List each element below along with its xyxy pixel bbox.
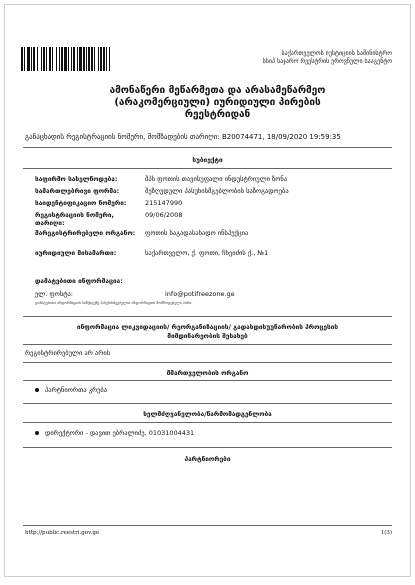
title-line-1: ამონაწერი მეწარმეთა და არასამეწარმეო [109, 85, 326, 96]
subject-row-registration [35, 211, 390, 227]
barcode-image [21, 47, 157, 71]
footer-divider [23, 525, 392, 526]
footer-url-link[interactable]: http://public.reestri.gov.ge [25, 530, 100, 536]
subject-value: საქართველო, ქ. ფოთი, ჩხეიძის ქ., №1 [145, 249, 269, 257]
subject-row-registering-body [35, 229, 390, 237]
extra-info-note: დამატებითი ინფორმაციის სიზუსტეზე პასუხისმგებელია ინფორმაციის მომწოდებელი პირი. [35, 301, 193, 305]
title-line-2: (არაკომერციული) იურიდიული პირების [114, 97, 321, 108]
divider [23, 380, 392, 381]
subject-key: რეგისტრაციის ნომერი, თარიღი: [35, 211, 114, 227]
representation-item [35, 429, 194, 437]
subject-value: შეზღუდული პასუხისმგებლობის საზოგადოება [145, 187, 289, 195]
liquidation-value: რეგისტრირებული არ არის [25, 349, 111, 357]
governing-item [35, 386, 107, 394]
subject-key: იურიდიული მისამართი: [35, 249, 117, 257]
divider [23, 362, 392, 363]
divider [23, 344, 392, 345]
liquidation-heading-1: ინფორმაცია ლიკვიდაციის/ რეორგანიზაციის/ გადახდისუუნარობის პროცესის [76, 323, 339, 331]
representation-item-text: დირექტორი - დავით ებრალიძე, 01031004431 [45, 429, 195, 437]
subject-key: მარეგისტრირებელი ორგანო: [35, 229, 136, 237]
title-line-3: რეესტრიდან [184, 109, 251, 120]
divider [23, 447, 392, 448]
divider [23, 147, 392, 148]
extra-info-heading: დამატებითი ინფორმაცია: [35, 277, 123, 285]
liquidation-heading-2: მიმდინარეობის შესახებ [167, 332, 248, 340]
subject-value: 09/06/2008 [145, 211, 183, 219]
subjects-heading: სუბიექტი [192, 156, 223, 164]
agency-line-1: საქართველოს იუსტიციის სამინისტრო [281, 50, 392, 57]
divider [23, 168, 392, 169]
subject-value: ფოთის საგადასახადო ინსპექცია [145, 229, 249, 237]
document-title [65, 85, 370, 121]
divider [23, 316, 392, 317]
bullet-icon [35, 388, 39, 392]
barcode-bar [109, 47, 110, 71]
subject-row-name [35, 175, 390, 183]
governing-heading: მმართველობის ორგანო [166, 369, 249, 377]
subject-key: საფირმო სახელწოდება: [35, 175, 118, 183]
representation-heading: ხელმძღვანელობა/წარმომადგენლობა [143, 410, 272, 418]
request-number-line: განაცხადის რეგისტრაციის ნომერი, მომზადების თარიღი: B20074471, 18/09/2020 19:59:35 [25, 133, 341, 141]
subject-row-address [35, 249, 390, 257]
partners-heading: პარტნიორები [184, 455, 231, 463]
email-value: info@potifreezone.ge [165, 290, 235, 298]
page-number: 1(3) [380, 530, 392, 536]
agency-line-2: სსიპ საჯარო რეესტრის ეროვნული სააგენტო [262, 58, 392, 65]
email-label: ელ. ფოსტა: [35, 290, 73, 298]
agency-header [222, 50, 392, 66]
divider [23, 422, 392, 423]
divider [23, 403, 392, 404]
bullet-icon [35, 431, 39, 435]
governing-item-text: პარტნიორთა კრება [45, 386, 108, 394]
subject-row-legal-form [35, 187, 390, 195]
subject-key: სამართლებრივი ფორმა: [35, 187, 120, 195]
subject-value: 215147990 [145, 199, 183, 207]
subject-key: საიდენტიფიკაციო ნომერი: [35, 199, 127, 207]
document-page [4, 4, 411, 577]
subject-row-id [35, 199, 390, 207]
subject-value: შპს ფოთის თავისუფალი ინდუსტრიული ზონა [145, 175, 288, 183]
